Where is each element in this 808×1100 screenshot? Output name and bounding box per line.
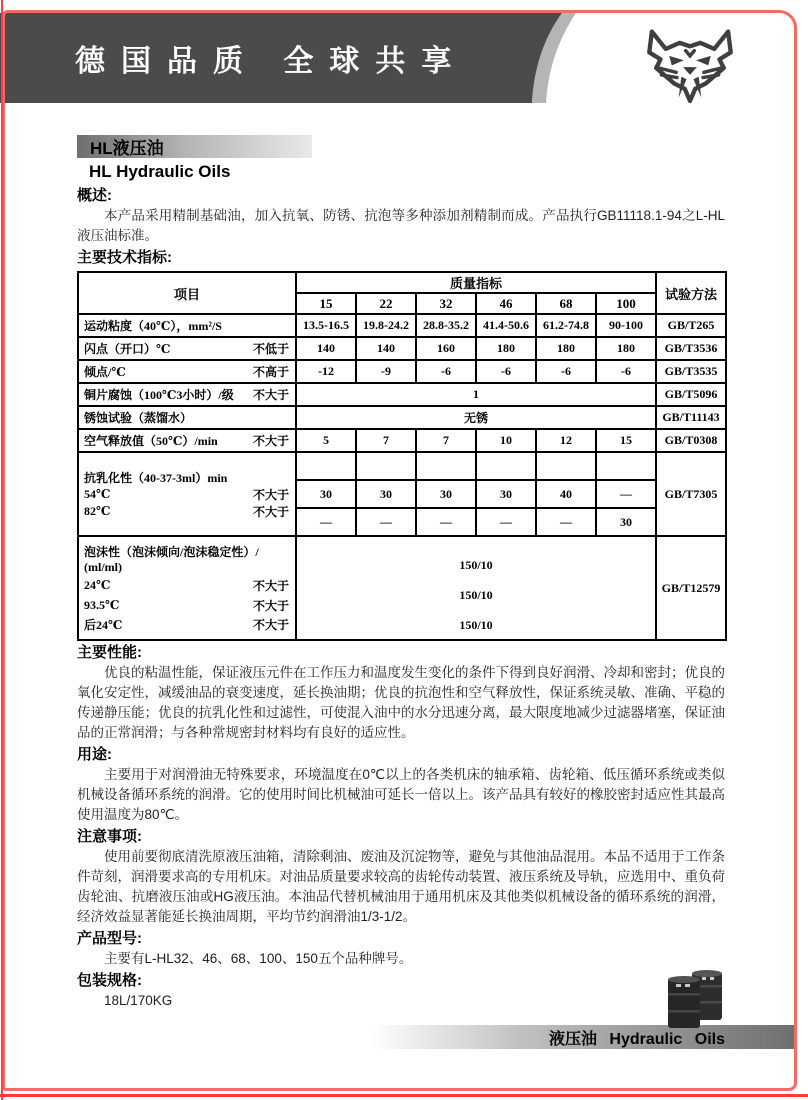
spec-value: 19.8-24.2	[356, 314, 416, 337]
table-row-foam	[78, 536, 726, 640]
spec-value: 150/10	[459, 588, 493, 602]
table-row-demulsibility	[78, 452, 726, 480]
spec-value: —	[596, 480, 656, 508]
product-title-bar	[77, 135, 312, 158]
main-content	[77, 135, 725, 1011]
spec-value: —	[296, 508, 356, 536]
row-qualifier: 不大于	[252, 388, 289, 402]
row-qualifier: 不大于	[252, 617, 289, 632]
spec-value: 5	[296, 429, 356, 452]
spec-value-empty	[596, 452, 656, 480]
test-method: GB/T11143	[656, 406, 726, 429]
spec-value: -6	[416, 360, 476, 383]
spec-value: 41.4-50.6	[476, 314, 536, 337]
spec-value-merged: 无锈	[296, 406, 656, 429]
spec-value-empty	[476, 452, 536, 480]
spec-value: -6	[596, 360, 656, 383]
table-row-air-release	[78, 429, 726, 452]
row-label: 93.5℃	[84, 597, 120, 612]
col-header-method: 试验方法	[656, 272, 726, 314]
tiger-head-logo-icon	[638, 24, 742, 112]
test-method: GB/T3535	[656, 360, 726, 383]
test-method: GB/T5096	[656, 383, 726, 406]
spec-value: 10	[476, 429, 536, 452]
spec-value-empty	[356, 452, 416, 480]
spec-value: 61.2-74.8	[536, 314, 596, 337]
models-heading: 产品型号:	[77, 930, 142, 947]
row-qualifier: 不大于	[252, 434, 289, 448]
performance-heading: 主要性能:	[77, 644, 142, 661]
packaging-heading: 包装规格:	[77, 972, 142, 989]
product-subtitle: HL Hydraulic Oils	[89, 162, 231, 181]
spec-value: 28.8-35.2	[416, 314, 476, 337]
spec-value: -9	[356, 360, 416, 383]
row-label: 抗乳化性（40-37-3ml）min	[84, 470, 228, 485]
row-qualifier: 不大于	[252, 504, 289, 519]
row-qualifier: 不高于	[252, 365, 289, 379]
row-label: 后24℃	[84, 617, 123, 632]
spec-value: 180	[476, 337, 536, 360]
overview-heading: 概述:	[77, 187, 112, 204]
performance-body: 优良的粘温性能，保证液压元件在工作压力和温度发生变化的条件下得到良好润滑、冷却和密封；优良的氧化安定性，减缓油品的衰变速度，延长换油期；优良的抗泡性和空气释放性，保证系统灵敏、准确、平稳的传递静压能；优良的抗乳化性和过滤性，可使混入油中的水分迅速分离，最大限度地减少过滤器堵塞，保证油品的正常润滑；与各种常规密封材料均有良好的适应性。	[77, 665, 725, 740]
spec-value: -6	[536, 360, 596, 383]
footer-category-label: 液压油 Hydraulic Oils	[548, 1030, 726, 1048]
table-row-rust	[78, 406, 726, 429]
spec-value: —	[356, 508, 416, 536]
spec-value: 40	[536, 480, 596, 508]
spec-value: 160	[416, 337, 476, 360]
row-label: 82℃	[84, 503, 111, 518]
table-row-pour	[78, 360, 726, 383]
spec-value-empty	[416, 452, 476, 480]
col-header-quality: 质量指标	[296, 272, 656, 293]
test-method: GB/T265	[656, 314, 726, 337]
spec-value: —	[476, 508, 536, 536]
row-qualifier: 不大于	[252, 579, 289, 594]
grade-header: 15	[296, 293, 356, 314]
usage-body: 主要用于对润滑油无特殊要求，环境温度在0℃以上的各类机床的轴承箱、齿轮箱、低压循环系统或类似机械设备循环系统的润滑。它的使用时间比机械油可延长一倍以上。该产品具有较好的橡胶密封适应性其最高使用温度为80℃。	[77, 767, 725, 822]
test-method: GB/T12579	[656, 536, 726, 640]
spec-table	[77, 271, 727, 641]
grade-header: 32	[416, 293, 476, 314]
spec-value: —	[536, 508, 596, 536]
spec-value: 13.5-16.5	[296, 314, 356, 337]
packaging-body: 18L/170KG	[104, 993, 173, 1008]
spec-value: 180	[536, 337, 596, 360]
spec-value: 7	[416, 429, 476, 452]
spec-value-empty	[536, 452, 596, 480]
row-label: 运动粘度（40℃），mm²/S	[84, 319, 222, 333]
spec-value: 15	[596, 429, 656, 452]
row-label: 泡沫性（泡沫倾向/泡沫稳定性）/ (ml/ml)	[84, 545, 259, 574]
row-label: 空气释放值（50℃）/min	[84, 434, 218, 448]
banner-slogan: 德国品质 全球共享	[75, 45, 468, 78]
row-label: 24℃	[84, 578, 111, 593]
header-banner	[0, 13, 521, 103]
spec-value: 140	[296, 337, 356, 360]
grade-header: 22	[356, 293, 416, 314]
grade-header: 68	[536, 293, 596, 314]
col-header-item: 项目	[78, 272, 296, 314]
spec-value: 30	[416, 480, 476, 508]
row-qualifier: 不大于	[252, 598, 289, 613]
footer-category-bar	[370, 1025, 794, 1049]
spec-value: -12	[296, 360, 356, 383]
spec-value: 140	[356, 337, 416, 360]
row-qualifier: 不大于	[252, 487, 289, 502]
spec-value: 30	[596, 508, 656, 536]
row-label: 闪点（开口）℃	[84, 342, 171, 356]
spec-value: —	[416, 508, 476, 536]
left-border-line	[1, 0, 3, 1100]
spec-value: 90-100	[596, 314, 656, 337]
table-row-flash	[78, 337, 726, 360]
spec-value: 12	[536, 429, 596, 452]
notes-heading: 注意事项:	[77, 828, 142, 845]
row-label: 54℃	[84, 486, 111, 501]
notes-body: 使用前要彻底清洗原液压油箱，清除剩油、废油及沉淀物等，避免与其他油品混用。本品不适用于工作条件苛刻，润滑要求高的专用机床。对油品质量要求较高的齿轮传动装置、液压系统及导轨，应选用中、重负荷齿轮油、抗磨液压油或HG液压油。本油品代替机械油用于通用机床及其他类似机械设备的循环系统的润滑，经济效益显著能延长换油周期，平均节约润滑油1/3-1/2。	[77, 849, 725, 924]
test-method: GB/T3536	[656, 337, 726, 360]
row-qualifier: 不低于	[252, 342, 289, 356]
table-row-viscosity	[78, 314, 726, 337]
spec-value: 150/10	[459, 558, 493, 572]
grade-header: 46	[476, 293, 536, 314]
models-body: 主要有L-HL32、46、68、100、150五个品种牌号。	[104, 951, 413, 966]
spec-value: 7	[356, 429, 416, 452]
spec-value: 30	[356, 480, 416, 508]
tech-heading: 主要技术指标:	[77, 249, 172, 266]
usage-heading: 用途:	[77, 746, 112, 763]
spec-value: 30	[476, 480, 536, 508]
test-method: GB/T7305	[656, 452, 726, 536]
spec-value: 150/10	[459, 618, 493, 632]
grade-header: 100	[596, 293, 656, 314]
spec-value: -6	[476, 360, 536, 383]
spec-value: 30	[296, 480, 356, 508]
row-label: 铜片腐蚀（100℃3小时）/级	[84, 388, 234, 402]
spec-value: 180	[596, 337, 656, 360]
row-label: 锈蚀试验（蒸馏水）	[84, 411, 193, 425]
banner-curve-decoration	[520, 13, 590, 103]
row-label: 倾点/℃	[84, 365, 126, 379]
overview-body: 本产品采用精制基础油，加入抗氧、防锈、抗泡等多种添加剂精制而成。产品执行GB11118.1-94之L-HL液压油标准。	[77, 208, 725, 243]
spec-value-empty	[296, 452, 356, 480]
table-header-row	[78, 272, 726, 293]
bottom-border-line	[0, 1094, 808, 1097]
test-method: GB/T0308	[656, 429, 726, 452]
spec-value-merged: 1	[296, 383, 656, 406]
table-row-copper	[78, 383, 726, 406]
product-title: HL液压油	[90, 139, 164, 158]
